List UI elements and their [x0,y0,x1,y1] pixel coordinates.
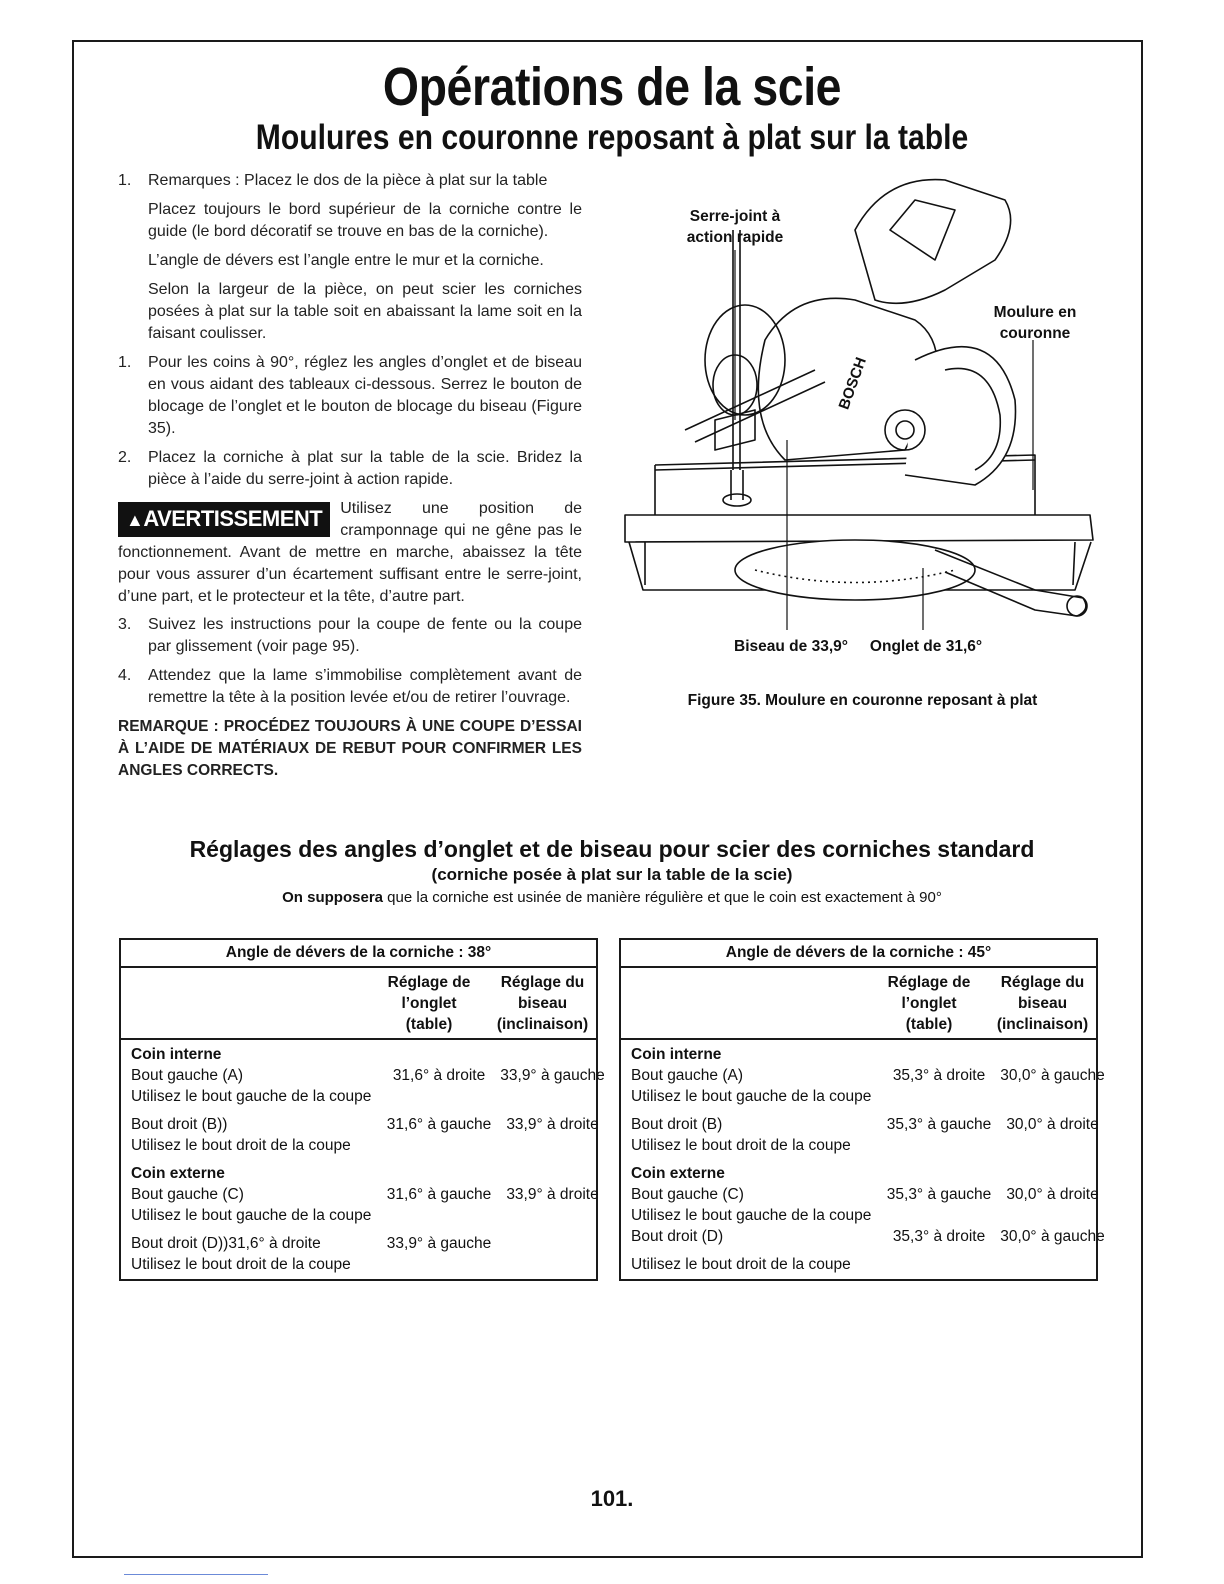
col-bevel-header [487,972,598,1035]
item-text: Placez la corniche à plat sur la table de la scie. Bridez la pièce à l’aide du serre-joint à action rapide. [148,449,582,488]
table-row [131,1114,599,1135]
miter-value: 35,3° à gauche [886,1116,992,1133]
row-label: Bout droit (B)) [131,1116,228,1133]
miter-value: 35,3° à droite [892,1228,986,1245]
item-number: 1. [118,354,132,371]
label-line: action rapide [686,229,784,246]
step-item [118,665,582,709]
group-heading [131,1163,596,1184]
note-bold: On supposera [282,889,383,906]
header-line: l’onglet [401,995,457,1012]
row-note: Utilisez le bout gauche de la coupe [631,1207,872,1224]
item-text: Remarques : Placez le dos de la pièce à plat sur la table [148,172,548,189]
warning-triangle-icon: ▲ [126,510,144,530]
item-number: 2. [118,449,132,466]
item-text: Attendez que la lame s’immobilise complètement avant de remettre la tête à la position levée et/ou de retirer l’ouvrage. [148,667,582,706]
table-row [631,1114,1099,1135]
group-label: Coin interne [131,1046,222,1063]
table-row [131,1065,605,1086]
step-item [118,447,582,491]
warning-block [118,498,582,608]
bevel-value: 30,0° à gauche [1000,1067,1105,1084]
table-title: Angle de dévers de la corniche : 38° [121,940,596,968]
miter-value: 35,3° à droite [892,1067,986,1084]
label-line: Serre-joint à [689,208,781,225]
bevel-value: 33,9° à droite [506,1116,599,1133]
table-row [631,1065,1105,1086]
instructions-column [118,170,582,782]
angle-table-45 [619,938,1105,1281]
header-line: (table) [405,1016,453,1033]
bevel-value: 33,9° à droite [506,1186,599,1203]
row-note: Utilisez le bout droit de la coupe [131,1137,351,1154]
table-row-note [131,1135,596,1156]
row-label: Bout gauche (C) [631,1186,744,1203]
bevel-value: 30,0° à droite [1006,1116,1099,1133]
label-line: Moulure en [993,304,1077,321]
group-heading [631,1044,1096,1065]
warning-label: AVERTISSEMENT [143,506,323,531]
bevel-value: 30,0° à gauche [1000,1228,1105,1245]
section-title: Réglages des angles d’onglet et de biseau pour scier des corniches standard [189,836,1035,862]
table-row-note [131,1086,596,1107]
row-label: Bout droit (D) [631,1228,724,1245]
miter-value: 31,6° à droite [392,1067,486,1084]
intro-item [118,170,582,192]
step-item [118,352,582,440]
intro-paragraph: Placez toujours le bord supérieur de la corniche contre le guide (le bord décoratif se trouve en bas de la corniche). [148,201,582,240]
row-note: Utilisez le bout gauche de la coupe [131,1088,372,1105]
header-line: (inclinaison) [996,1016,1089,1033]
table-column-headers [121,968,596,1040]
table-row-note [131,1254,596,1275]
row-note: Utilisez le bout droit de la coupe [131,1256,351,1273]
table-row-note [631,1254,1096,1275]
group-label: Coin externe [131,1165,225,1182]
miter-value: 31,6° à gauche [386,1116,492,1133]
header-line: Réglage de [387,974,471,991]
angle-table-38 [119,938,605,1281]
row-label: Bout droit (D))31,6° à droite [131,1235,321,1252]
table-row-note [131,1205,596,1226]
header-line: (table) [905,1016,953,1033]
label-bevel: Biseau de 33,9° [734,638,848,655]
intro-paragraph: L’angle de dévers est l’angle entre le mur et la corniche. [148,252,544,269]
row-note: Utilisez le bout gauche de la coupe [131,1207,372,1224]
row-label: Bout gauche (A) [631,1067,744,1084]
bevel-value: 33,9° à gauche [500,1067,605,1084]
table-body [621,1040,1105,1279]
miter-value: 31,6° à gauche [386,1186,492,1203]
header-line: Réglage du [1000,974,1085,991]
row-note: Utilisez le bout droit de la coupe [631,1137,851,1154]
table-row-note [631,1205,1096,1226]
row-note: Utilisez le bout gauche de la coupe [631,1088,872,1105]
section-note [0,889,1224,906]
page-subtitle: Moulures en couronne reposant à plat sur la table [255,118,969,157]
header-line: (inclinaison) [496,1016,589,1033]
group-label: Coin interne [631,1046,722,1063]
figure-35 [615,170,1110,690]
row-label: Bout gauche (C) [131,1186,244,1203]
miter-value: 33,9° à gauche [386,1235,492,1252]
table-row [631,1184,1099,1205]
item-number: 4. [118,667,132,684]
item-text: Suivez les instructions pour la coupe de fente ou la coupe par glissement (voir page 95). [148,616,582,655]
table-column-headers [621,968,1096,1040]
header-line: Réglage de [887,974,971,991]
brand-logo: BOSCH [835,355,871,412]
page-number: 101. [590,1486,634,1511]
table-row [631,1226,1105,1247]
row-note: Utilisez le bout droit de la coupe [631,1256,851,1273]
row-label: Bout droit (B) [631,1116,723,1133]
header-line: l’onglet [901,995,957,1012]
intro-paragraph: Selon la largeur de la pièce, on peut scier les corniches posées à plat sur la table soit en abaissant la lame soit en la faisant coulisser. [148,281,582,342]
label-line: couronne [999,325,1071,342]
remark-note: REMARQUE : PROCÉDEZ TOUJOURS À UNE COUPE D’ESSAI À L’AIDE DE MATÉRIAUX DE REBUT POUR CONFIRMER LES ANGLES CORRECTS. [118,718,582,779]
warning-badge [118,502,330,537]
header-line: biseau [517,995,568,1012]
bevel-value: 30,0° à droite [1006,1186,1099,1203]
header-line: Réglage du [500,974,585,991]
item-text: Pour les coins à 90°, réglez les angles d’onglet et de biseau en vous aidant des tableaux ci-dessous. Serrez le bouton de blocage de l’onglet et le bouton de blocage du biseau (Figure 35). [148,354,582,437]
table-body [121,1040,605,1279]
table-row [131,1184,599,1205]
item-number: 3. [118,616,132,633]
group-heading [131,1044,596,1065]
label-quick-clamp [675,206,795,248]
row-label: Bout gauche (A) [131,1067,244,1084]
section-subtitle: (corniche posée à plat sur la table de la scie) [431,865,793,884]
group-label: Coin externe [631,1165,725,1182]
step-item [118,614,582,658]
figure-caption: Figure 35. Moulure en couronne reposant à plat [687,692,1038,709]
miter-value: 35,3° à gauche [886,1186,992,1203]
item-number: 1. [118,172,132,189]
col-bevel-header [987,972,1098,1035]
table-title: Angle de dévers de la corniche : 45° [621,940,1096,968]
page-title: Opérations de la scie [382,57,842,117]
group-heading [631,1163,1096,1184]
header-line: biseau [1017,995,1068,1012]
label-miter: Onglet de 31,6° [869,638,983,655]
table-row-note [631,1086,1096,1107]
table-row-note [631,1135,1096,1156]
col-miter-header [371,972,487,1035]
label-crown-molding [975,302,1095,344]
warning-text: Utilisez une position de cramponnage qui ne gêne pas le fonctionnement. Avant de mettre en marche, abaissez la tête pour vous assurer d’un écartement suffisant entre le serre-joint, d’une part, et le protecteur et la tête, d’autre part. [118,500,582,605]
table-row [131,1233,596,1254]
note-rest: que la corniche est usinée de manière régulière et que le coin est exactement à 90° [383,889,942,906]
col-miter-header [871,972,987,1035]
bottom-rule [124,1574,268,1575]
